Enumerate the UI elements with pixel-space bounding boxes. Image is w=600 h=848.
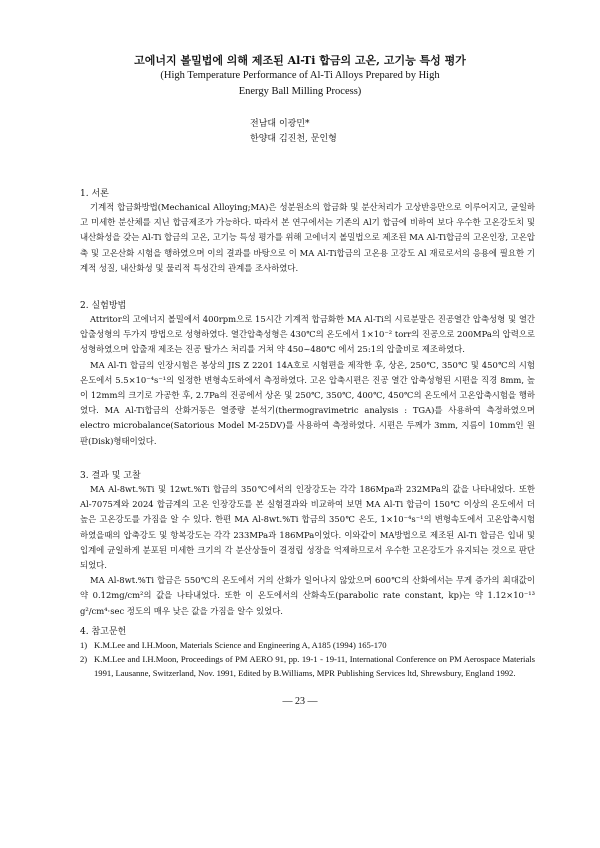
section-heading-results: 3. 결과 및 고찰 (80, 471, 141, 481)
reference-number: 1) (80, 640, 88, 650)
reference-text: K.M.Lee and I.H.Moon, Materials Science and Engineering A, A185 (1994) 165-170 (94, 640, 387, 650)
title-english-line-2: Energy Ball Milling Process) (238, 86, 362, 97)
author-line-2: 한양대 김진천, 문인형 (250, 134, 337, 144)
paragraph: MA Al-8wt.%Ti 합금은 550℃의 온도에서 거의 산화가 일어나지 않았으며 600℃의 산화에서는 무게 증가의 최대값이 약 0.12mg/cm²의 값을 나타내었다. 또한 이 온도에서의 산화속도(parabolic rate constant, kp)는 약 1.12×10⁻¹³ g²/cm⁴·sec 정도의 매우 낮은 값을 가짐을 알수 있었다. (80, 575, 535, 616)
paragraph: Attritor의 고에너지 볼밀에서 400rpm으로 15시간 기계적 합금화한 MA Al-Ti의 시료분말은 진공열간 압축성형 및 열간 압출성형의 두가지 방법으로 성형하였다. 열간압축성형은 430℃의 온도에서 1×10⁻² torr의 진공으로 200MPa의 압력으로 성형하였으며 압출재 제조는 진공 탈가스 처리를 거쳐 약 450~480℃ 에서 25:1의 압출비로 제조하였다. (80, 314, 535, 355)
paragraph: 기계적 합금화방법(Mechanical Alloying;MA)은 성분원소의 합금화 및 분산처리가 고상반응만으로 이루어지고, 균일하고 미세한 분산체를 지닌 합금제조가 가능하다. 따라서 본 연구에서는 기존의 Al기 합금에 비하여 보다 우수한 고온강도치 및 내산화성을 갖는 Al-Ti 합금의 고온, 고기능 특성 평가를 위해 고에너지 볼밀법으로 제조된 MA Al-Ti합금의 고온인장, 고온압축 및 고온산화 시험을 행하였으며 이의 결과를 바탕으로 이 MA Al-Ti합금의 고온용 고강도 Al 재료로서의 응용에 필요한 기계적 성질, 내산화성 및 물리적 특성간의 관계를 조사하였다. (80, 202, 535, 273)
title-korean: 고에너지 볼밀법에 의해 제조된 Al-Ti 합금의 고온, 고기능 특성 평가 (134, 54, 466, 67)
paragraph: MA Al-Ti 합금의 인장시험은 봉상의 JIS Z 2201 14A호로 시험편을 제작한 후, 상온, 250℃, 350℃ 및 450℃의 시험온도에서 5.5×10⁻⁴s⁻¹의 일정한 변형속도하에서 측정하였다. 고온 압축시편은 진공 열간 압축성형된 시편을 직경 8mm, 높이 12mm의 크기로 가공한 후, 2.7Pa의 진공에서 상온 및 250℃, 350℃, 400℃, 450℃의 온도에서 고온압축시험을 행하였다. MA Al-Ti합금의 산화거동은 열중량 분석기(thermogravimetric analysis : TGA)를 사용하여 측정하였으며 electro microbalance(Satorious Model M-25DV)를 사용하여 측정하였다. 시편은 두께가 3mm, 지름이 10mm인 원판(Disk)형태이었다. (80, 359, 535, 446)
section-heading-methods: 2. 실험방법 (80, 301, 127, 311)
section-body-results (80, 482, 535, 619)
reference-item (80, 652, 535, 680)
section-heading-references: 4. 참고문헌 (80, 627, 127, 637)
paragraph: MA Al-8wt.%Ti 및 12wt.%Ti 합금의 350℃에서의 인장강도는 각각 186Mpa과 232MPa의 값을 나타내었다. 또한 Al-7075계와 2024 합금계의 고온 인장강도를 본 실험결과와 비교하여 보면 MA Al-Ti 합금이 150℃ 이상의 온도에서 더 높은 고온강도를 가짐을 알 수 있다. 한편 MA Al-8wt.%Ti 합금의 350℃ 온도, 1×10⁻⁴s⁻¹의 변형속도에서 고온압축시험 하였을때의 압축강도 및 항복강도는 각각 233MPa과 186MPa이었다. 이와같이 MA방법으로 제조된 Al-Ti 합금은 입내 및 입계에 균일하게 분포된 미세한 크기의 각 분산상들이 결정립 성장을 억제하므로서 우수한 고온강도가 유지되는 것으로 판단되었다. (80, 484, 535, 571)
reference-text: K.M.Lee and I.H.Moon, Proceedings of PM AERO 91, pp. 19-1 - 19-11, International Conference on PM Aerospace Materials 1991, Lausanne, Switzerland, Nov. 1991, Edited by B.Williams, MPR Publishing Services ltd, Shrewsbury, England 1992. (94, 654, 535, 678)
section-body-intro (80, 200, 535, 276)
reference-number: 2) (80, 654, 88, 664)
reference-list (80, 638, 535, 680)
title-english (60, 68, 540, 100)
title-english-line-1: (High Temperature Performance of Al-Ti Alloys Prepared by High (160, 70, 440, 81)
author-block (250, 117, 337, 147)
section-heading-intro: 1. 서론 (80, 189, 109, 199)
author-line-1: 전남대 이광민* (250, 119, 310, 129)
section-body-methods (80, 312, 535, 449)
reference-item (80, 638, 535, 652)
page-number: — 23 — (282, 696, 318, 707)
